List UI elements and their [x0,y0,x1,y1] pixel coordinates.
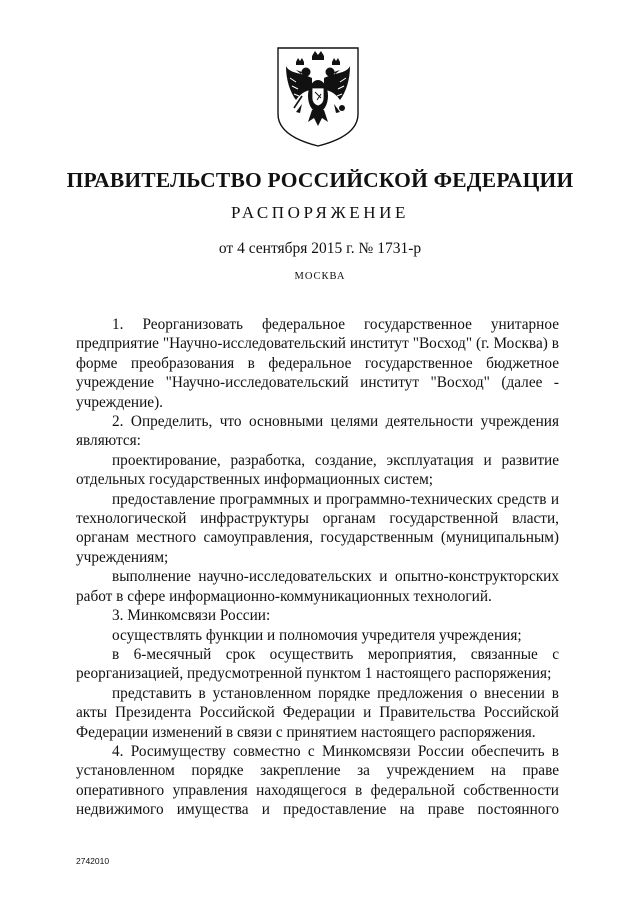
coat-of-arms-emblem [272,44,364,150]
document-date-number: от 4 сентября 2015 г. № 1731-р [218,240,422,257]
paragraph: 3. Минкомсвязи России: [112,607,271,625]
paragraph: в 6-месячный срок осуществить мероприятия, связанные с реорганизацией, предусмотренной пунктом 1 настоящего распоряжения; [76,645,559,683]
document-code: 2742010 [76,856,110,866]
russian-coat-of-arms-icon [272,44,364,150]
paragraph: 4. Росимуществу совместно с Минкомсвязи России обеспечить в установленном порядке закрепление за учреждением на праве оперативного управления находящегося в федеральной собственности недвижимого имущества и предоставление на праве постоянного [76,742,559,819]
paragraph: выполнение научно-исследовательских и опытно-конструкторских работ в сфере информационно-коммуникационных технологий. [76,568,559,605]
paragraph: проектирование, разработка, создание, эксплуатация и развитие отдельных государственных информационных систем; [76,451,559,489]
government-title: ПРАВИТЕЛЬСТВО РОССИЙСКОЙ ФЕДЕРАЦИИ [66,168,574,192]
paragraph: предоставление программных и программно-технических средств и технологической инфраструктуры органам государственной власти, органам местного самоуправления, государственным (муниципальным) учреждениям; [76,490,559,566]
document-type: РАСПОРЯЖЕНИЕ [230,203,410,222]
document-city: МОСКВА [294,271,346,282]
paragraph: 1. Реорганизовать федеральное государственное унитарное предприятие "Научно-исследовательский институт "Восход" (г. Москва) в форме преобразования в федеральное государственное бюджетное учреждение "Научно-исследовательский институт "Восход" (далее - учреждение). [76,316,559,411]
document-body [76,315,559,820]
paragraph: представить в установленном порядке предложения о внесении в акты Президента Российской Федерации и Правительства Российской Федерации изменений в связи с принятием настоящего распоряжения. [76,684,559,741]
paragraph: осуществлять функции и полномочия учредителя учреждения; [112,626,522,644]
paragraph: 2. Определить, что основными целями деятельности учреждения являются: [76,413,559,450]
